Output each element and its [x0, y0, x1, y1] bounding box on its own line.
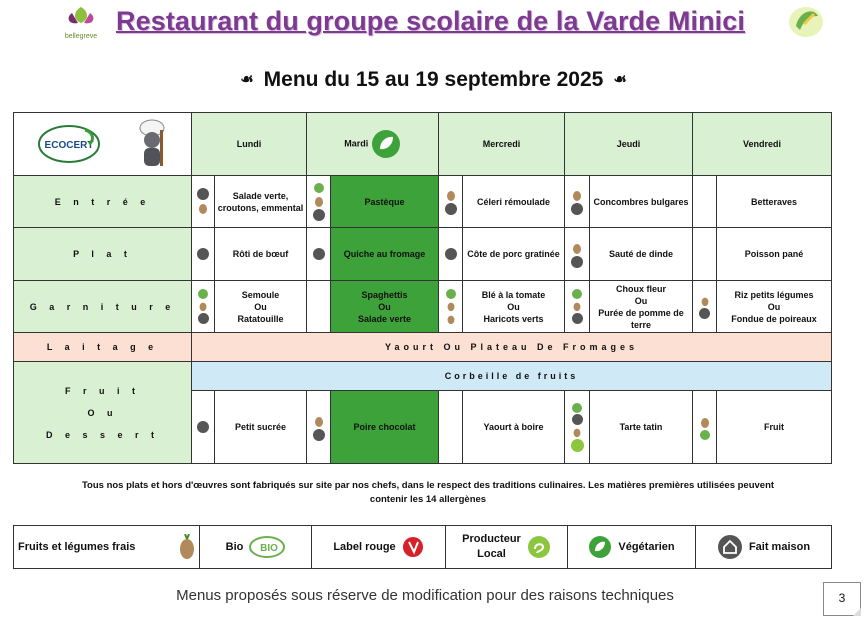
svg-text:BIO: BIO: [260, 543, 279, 554]
icon-cell: [307, 176, 331, 228]
dish-dessert-mercredi: Yaourt à boire: [463, 391, 565, 464]
legend-fait-maison: [696, 526, 832, 569]
fresh-produce-icon: [700, 295, 710, 307]
row-label-line: F r u i t: [65, 385, 140, 396]
dish-plat-mercredi: Côte de porc gratinée: [463, 228, 565, 281]
icon-cell: [693, 228, 717, 281]
row-label-line: D e s s e r t: [45, 429, 160, 440]
fresh-produce-icon: [572, 300, 582, 312]
day-header-mardi-label: Mardi: [344, 138, 369, 149]
ecocert-logo: [37, 124, 101, 164]
dish-line: Ou: [378, 301, 391, 312]
footer-note: Menus proposés sous réserve de modification pour des raisons techniques: [176, 587, 674, 604]
menu-table: [13, 112, 832, 464]
dish-line: Riz petits légumes: [734, 289, 814, 300]
producteur-local-icon: [527, 535, 551, 559]
icon-cell: [693, 391, 717, 464]
legend-vegetarien: [568, 526, 696, 569]
fait-maison-icon: [699, 308, 710, 319]
dish-plat-jeudi: Sauté de dinde: [590, 228, 693, 281]
legend-bio: [200, 526, 312, 569]
dish-line: Spaghettis: [361, 289, 408, 300]
icon-cell: [565, 281, 590, 333]
icon-cell: [192, 281, 215, 333]
dish-line: Ou: [634, 295, 648, 306]
vegetarian-icon: [371, 129, 401, 159]
dish-line: Fondue de poireaux: [731, 313, 817, 324]
dish-entree-mercredi: Céleri rémoulade: [463, 176, 565, 228]
fait-maison-icon: [313, 248, 325, 260]
dish-line: Blé à la tomate: [481, 289, 546, 300]
dish-line: Semoule: [241, 289, 280, 300]
dish-garniture-vendredi: [717, 281, 832, 333]
icon-cell: [439, 281, 463, 333]
fait-maison-icon: [572, 414, 583, 425]
fait-maison-icon: [197, 421, 209, 433]
legend-fresh-label: Fruits et légumes frais: [18, 541, 136, 553]
dish-plat-mardi: Quiche au fromage: [331, 228, 439, 281]
label-rouge-icon: [402, 536, 424, 558]
dish-line: Salade verte: [357, 313, 412, 324]
icon-cell: [192, 391, 215, 464]
bellegreve-logo: [60, 3, 102, 41]
day-header-mercredi: Mercredi: [439, 113, 565, 176]
legend-vegetarien-label: Végétarien: [618, 541, 675, 553]
page-title: Restaurant du groupe scolaire de la Varde Minici: [116, 6, 745, 36]
dish-line: Choux fleur: [616, 283, 667, 294]
icon-cell: [439, 391, 463, 464]
svg-text:ECOCERT: ECOCERT: [44, 140, 94, 151]
corbeille-all-week: Corbeille de fruits: [192, 362, 832, 391]
dish-dessert-mardi: Poire chocolat: [331, 391, 439, 464]
ornament-left-icon: ☙: [240, 71, 254, 88]
icon-cell: [307, 228, 331, 281]
dish-plat-lundi: Rôti de bœuf: [215, 228, 307, 281]
page-number: 3: [823, 582, 861, 616]
corner-logos: [14, 113, 192, 176]
bio-icon: [314, 183, 324, 193]
bio-icon: [572, 289, 582, 299]
row-label-dessert: [14, 362, 192, 464]
dish-garniture-mercredi: [463, 281, 565, 333]
dish-line: Haricots verts: [483, 313, 544, 324]
row-label-line: O u: [87, 407, 118, 418]
fait-maison-icon: [313, 209, 325, 221]
dish-garniture-mardi: [331, 281, 439, 333]
fresh-produce-icon: [700, 415, 710, 429]
legend-producteur-local: [446, 526, 568, 569]
fresh-produce-icon: [179, 534, 195, 560]
day-header-mardi: [307, 113, 439, 176]
menu-week-title: [0, 68, 867, 92]
fait-maison-icon: [198, 313, 209, 324]
disclaimer-line: Tous nos plats et hors d'œuvres sont fabriqués sur site par nos chefs, dans le respect des traditions culinaires. Les matières premières utilisées peuvent: [81, 480, 775, 491]
dish-dessert-jeudi: Tarte tatin: [590, 391, 693, 464]
fresh-produce-icon: [572, 426, 582, 438]
bio-icon: [700, 430, 710, 440]
fait-maison-icon: [197, 188, 209, 200]
legend-fresh: [14, 526, 200, 569]
fresh-produce-icon: [314, 194, 324, 208]
row-label-laitage: L a i t a g e: [14, 333, 192, 362]
icon-cell: [192, 176, 215, 228]
svg-text:bellegreve: bellegreve: [64, 33, 98, 40]
dish-garniture-jeudi: [590, 281, 693, 333]
fait-maison-icon: [445, 203, 457, 215]
icon-cell: [192, 228, 215, 281]
dish-dessert-vendredi: Fruit: [717, 391, 832, 464]
icon-cell: [439, 176, 463, 228]
legend-local-text: [462, 532, 521, 562]
icon-cell: [565, 228, 590, 281]
dish-line: Ratatouille: [237, 313, 284, 324]
fait-maison-icon: [445, 248, 457, 260]
dish-line: Ou: [767, 301, 781, 312]
day-header-jeudi: Jeudi: [565, 113, 693, 176]
fait-maison-icon: [572, 313, 583, 324]
label-right-logo: [786, 2, 826, 40]
producteur-local-icon: [571, 439, 584, 452]
icon-cell: [307, 391, 331, 464]
fait-maison-icon: [197, 248, 209, 260]
legend-label-rouge-label: Label rouge: [333, 541, 396, 553]
icon-cell: [565, 391, 590, 464]
legend-local-line: Local: [477, 548, 506, 560]
fait-maison-icon: [571, 256, 583, 268]
bio-icon: [198, 289, 208, 299]
dish-entree-mardi: Pastèque: [331, 176, 439, 228]
fresh-produce-icon: [198, 201, 208, 215]
legend-label-rouge: [312, 526, 446, 569]
vegetarian-icon: [588, 535, 612, 559]
bio-icon: [572, 403, 582, 413]
fresh-produce-icon: [446, 313, 456, 325]
fait-maison-icon: [571, 203, 583, 215]
fresh-produce-icon: [572, 241, 582, 255]
row-label-plat: P l a t: [14, 228, 192, 281]
dish-dessert-lundi: Petit sucrée: [215, 391, 307, 464]
fait-maison-icon: [313, 429, 325, 441]
row-label-entree: E n t r é e: [14, 176, 192, 228]
day-header-lundi: Lundi: [192, 113, 307, 176]
legend-bio-label: Bio: [225, 541, 244, 553]
icon-cell: [693, 281, 717, 333]
dish-entree-lundi: Salade verte, croutons, emmental: [215, 176, 307, 228]
dish-line: Ou: [507, 301, 520, 312]
fresh-produce-icon: [446, 300, 456, 312]
legend-fait-maison-label: Fait maison: [748, 541, 811, 553]
disclaimer-line: contenir les 14 allergènes: [369, 494, 487, 505]
icon-cell: [693, 176, 717, 228]
icon-cell: [565, 176, 590, 228]
fresh-produce-icon: [446, 188, 456, 202]
fresh-produce-icon: [314, 414, 324, 428]
fait-maison-icon: [717, 534, 743, 560]
dish-garniture-lundi: [215, 281, 307, 333]
icon-cell: [439, 228, 463, 281]
laitage-all-week: Yaourt Ou Plateau De Fromages: [192, 333, 832, 362]
fresh-produce-icon: [572, 188, 582, 202]
icon-cell: [307, 281, 331, 333]
bio-icon: [446, 289, 456, 299]
row-label-garniture: G a r n i t u r e: [14, 281, 192, 333]
dish-line: Purée de pomme de terre: [598, 307, 684, 330]
dish-line: Ou: [254, 301, 267, 312]
menu-week-text: Menu du 15 au 19 septembre 2025: [263, 68, 604, 91]
fresh-produce-icon: [198, 300, 208, 312]
dish-entree-vendredi: Betteraves: [717, 176, 832, 228]
day-header-vendredi: Vendredi: [693, 113, 832, 176]
legend-local-line: Producteur: [462, 533, 521, 545]
legend-table: [13, 525, 832, 569]
allergen-disclaimer: [22, 479, 834, 507]
ornament-right-icon: ☙: [613, 71, 627, 88]
dish-plat-vendredi: Poisson pané: [717, 228, 832, 281]
chef-mascot-icon: [136, 118, 168, 170]
bio-icon: [249, 536, 285, 558]
dish-entree-jeudi: Concombres bulgares: [590, 176, 693, 228]
